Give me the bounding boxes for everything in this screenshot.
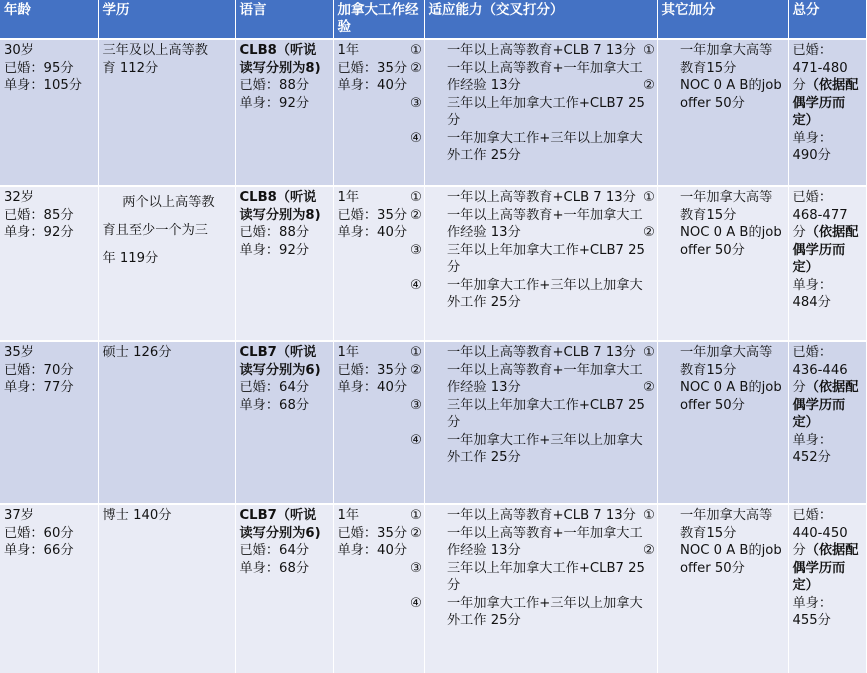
- total-unit: 分: [792, 380, 806, 395]
- table-row: [0, 341, 866, 504]
- header-education: 学历: [98, 0, 235, 39]
- total-note: （依据配偶学历而定）: [792, 543, 859, 593]
- item-text: 一年加拿大高等教育15分: [679, 43, 773, 76]
- item-text: 一年加拿大高等教育15分: [679, 190, 773, 223]
- age-cell: [0, 504, 98, 673]
- header-language: 语言: [235, 0, 333, 39]
- language-title-line: 读写分别为8): [239, 60, 321, 76]
- language-title-line: CLB7（听说: [239, 345, 317, 360]
- language-married: 已婚：88分: [239, 78, 310, 93]
- work-line: 已婚：35分: [337, 525, 408, 541]
- age-line: 已婚：70分: [4, 362, 74, 378]
- total-married-range: 471-480: [792, 60, 848, 76]
- header-adaptability: 适应能力（交叉打分）: [424, 0, 657, 39]
- education-line: 博士 140分: [102, 508, 172, 523]
- work-line: 单身：40分: [337, 225, 408, 240]
- item-number: ①: [410, 43, 422, 58]
- total-single-value: 455分: [792, 613, 831, 628]
- language-title-line: CLB7（听说: [239, 508, 317, 523]
- header-age: 年龄: [0, 0, 98, 39]
- adaptability-item: [410, 189, 653, 207]
- header-row: [0, 0, 866, 39]
- education-line: 三年及以上高等教: [102, 43, 208, 58]
- work-line: 1年: [337, 508, 360, 523]
- item-number: ③: [410, 242, 422, 258]
- work-line: 单身：40分: [337, 78, 408, 93]
- item-text: 一年以上高等教育+CLB 7 13分: [446, 43, 636, 58]
- item-text: 一年加拿大工作+三年以上加拿大外工作 25分: [446, 595, 643, 628]
- item-number: ①: [410, 345, 422, 360]
- item-number: ①: [410, 508, 422, 523]
- item-number: ②: [643, 543, 655, 558]
- age-line: 37岁: [4, 508, 34, 523]
- item-text: 一年加拿大工作+三年以上加拿大外工作 25分: [446, 277, 643, 310]
- work-line: 1年: [337, 43, 360, 58]
- item-text: 一年以上高等教育+一年加拿大工作经验 13分: [446, 60, 643, 93]
- item-text: 一年以上高等教育+一年加拿大工作经验 13分: [446, 362, 643, 395]
- work-line: 单身：40分: [337, 380, 408, 395]
- work-line: 已婚：35分: [337, 60, 408, 76]
- language-single: 单身：68分: [239, 397, 310, 413]
- education-line: 育且至少一个为三: [102, 223, 208, 238]
- adaptability-item: [410, 344, 653, 362]
- other-points-item: [643, 344, 784, 379]
- language-title-line: CLB8（听说: [239, 43, 317, 58]
- item-text: 一年以上高等教育+一年加拿大工作经验 13分: [446, 525, 643, 558]
- total-married-range: 436-446: [792, 362, 848, 378]
- other-points-item: [643, 224, 784, 259]
- total-single-label: 单身：: [792, 595, 833, 611]
- item-number: ②: [643, 78, 655, 93]
- total-note: （依据配偶学历而定）: [792, 225, 859, 275]
- item-number: ②: [410, 362, 422, 378]
- language-married: 已婚：64分: [239, 543, 310, 558]
- other-points-item: [643, 77, 784, 112]
- adaptability-item: [410, 595, 653, 630]
- header-other-points: 其它加分: [657, 0, 788, 39]
- total-single-value: 490分: [792, 148, 831, 163]
- adaptability-cell: [410, 186, 657, 341]
- item-number: ①: [410, 190, 422, 205]
- other-points-cell: [643, 341, 788, 504]
- header-canadian-work: 加拿大工作经验: [333, 0, 424, 39]
- education-cell: [98, 39, 235, 186]
- total-married-label: 已婚：: [792, 190, 833, 205]
- total-married-range: 468-477: [792, 207, 848, 223]
- total-cell: [788, 186, 866, 341]
- total-note: （依据配偶学历而定）: [792, 380, 859, 430]
- item-number: ②: [643, 380, 655, 395]
- item-text: 一年以上高等教育+CLB 7 13分: [446, 190, 636, 205]
- item-text: NOC 0 A B的job offer 50分: [679, 78, 782, 111]
- item-number: ②: [410, 60, 422, 76]
- adaptability-cell: [410, 39, 657, 186]
- adaptability-item: [410, 432, 653, 467]
- item-number: ④: [410, 432, 422, 448]
- adaptability-item: [410, 207, 653, 242]
- total-cell: [788, 39, 866, 186]
- total-unit: 分: [792, 543, 806, 558]
- other-points-cell: [643, 186, 788, 341]
- adaptability-item: [410, 95, 653, 130]
- total-note: （依据配偶学历而定）: [792, 78, 859, 128]
- language-cell: [235, 341, 333, 504]
- age-line: 已婚：95分: [4, 60, 74, 76]
- item-number: ④: [410, 277, 422, 293]
- work-line: 1年: [337, 345, 360, 360]
- other-points-item: [643, 42, 784, 77]
- item-number: ①: [643, 508, 655, 523]
- education-line: 两个以上高等教: [122, 195, 215, 210]
- item-text: 一年加拿大高等教育15分: [679, 345, 773, 378]
- total-unit-and-note: [793, 77, 864, 130]
- adaptability-item: [410, 362, 653, 397]
- age-cell: [0, 39, 98, 186]
- age-line: 单身：92分: [4, 225, 74, 240]
- item-number: ④: [410, 130, 422, 146]
- language-single: 单身：68分: [239, 560, 310, 576]
- total-unit-and-note: [793, 224, 864, 277]
- education-line: 育 112分: [102, 60, 159, 76]
- work-line: 单身：40分: [337, 543, 408, 558]
- other-points-cell: [643, 504, 788, 673]
- age-line: 已婚：60分: [4, 525, 74, 541]
- education-line: 硕士 126分: [102, 345, 172, 360]
- adaptability-item: [410, 525, 653, 560]
- total-single-label: 单身：: [792, 432, 833, 448]
- total-unit-and-note: [793, 379, 864, 432]
- table-row: [0, 186, 866, 341]
- adaptability-item: [410, 60, 653, 95]
- item-text: 一年加拿大高等教育15分: [679, 508, 773, 541]
- language-single: 单身：92分: [239, 95, 310, 111]
- other-points-item: [643, 189, 784, 224]
- item-text: 一年加拿大工作+三年以上加拿大外工作 25分: [446, 130, 643, 163]
- item-text: NOC 0 A B的job offer 50分: [679, 543, 782, 576]
- item-number: ①: [643, 345, 655, 360]
- age-line: 35岁: [4, 345, 34, 360]
- item-text: NOC 0 A B的job offer 50分: [679, 380, 782, 413]
- age-cell: [0, 186, 98, 341]
- total-unit: 分: [792, 225, 806, 240]
- language-cell: [235, 39, 333, 186]
- total-single-value: 452分: [792, 450, 831, 465]
- item-number: ②: [643, 225, 655, 240]
- work-line: 已婚：35分: [337, 207, 408, 223]
- language-cell: [235, 504, 333, 673]
- language-title-line: CLB8（听说: [239, 190, 317, 205]
- item-number: ②: [410, 207, 422, 223]
- item-number: ②: [410, 525, 422, 541]
- education-cell: [98, 186, 235, 341]
- other-points-cell: [643, 39, 788, 186]
- total-single-value: 484分: [792, 295, 831, 310]
- item-text: 三年以上年加拿大工作+CLB7 25分: [446, 397, 645, 430]
- other-points-item: [643, 379, 784, 414]
- adaptability-item: [410, 507, 653, 525]
- other-points-item: [643, 542, 784, 577]
- item-text: 一年以上高等教育+CLB 7 13分: [446, 345, 636, 360]
- age-cell: [0, 341, 98, 504]
- total-unit-and-note: [793, 542, 864, 595]
- table-row: [0, 39, 866, 186]
- item-number: ③: [410, 560, 422, 576]
- work-line: 已婚：35分: [337, 362, 408, 378]
- item-number: ①: [643, 190, 655, 205]
- item-number: ③: [410, 397, 422, 413]
- adaptability-item: [410, 560, 653, 595]
- item-number: ④: [410, 595, 422, 611]
- adaptability-item: [410, 42, 653, 60]
- item-text: 一年以上高等教育+一年加拿大工作经验 13分: [446, 207, 643, 240]
- total-single-label: 单身：: [792, 130, 833, 146]
- item-text: 一年以上高等教育+CLB 7 13分: [446, 508, 636, 523]
- language-married: 已婚：64分: [239, 380, 310, 395]
- item-text: 三年以上年加拿大工作+CLB7 25分: [446, 95, 645, 128]
- language-single: 单身：92分: [239, 242, 310, 258]
- total-cell: [788, 504, 866, 673]
- language-cell: [235, 186, 333, 341]
- language-title-line: 读写分别为8): [239, 207, 321, 223]
- table-row: [0, 504, 866, 673]
- adaptability-item: [410, 397, 653, 432]
- item-text: NOC 0 A B的job offer 50分: [679, 225, 782, 258]
- header-total: 总分: [788, 0, 866, 39]
- total-unit: 分: [792, 78, 806, 93]
- item-number: ③: [410, 95, 422, 111]
- total-married-label: 已婚：: [792, 43, 833, 58]
- education-cell: [98, 504, 235, 673]
- adaptability-cell: [410, 504, 657, 673]
- adaptability-cell: [410, 341, 657, 504]
- education-line: 年 119分: [102, 251, 159, 266]
- other-points-item: [643, 507, 784, 542]
- age-line: 已婚：85分: [4, 207, 74, 223]
- age-line: 单身：66分: [4, 543, 74, 558]
- item-text: 一年加拿大工作+三年以上加拿大外工作 25分: [446, 432, 643, 465]
- language-title-line: 读写分别为6): [239, 362, 321, 378]
- work-line: 1年: [337, 190, 360, 205]
- adaptability-item: [410, 130, 653, 165]
- total-married-range: 440-450: [792, 525, 848, 541]
- adaptability-item: [410, 277, 653, 312]
- education-cell: [98, 341, 235, 504]
- total-married-label: 已婚：: [792, 345, 833, 360]
- item-text: 三年以上年加拿大工作+CLB7 25分: [446, 560, 645, 593]
- age-line: 单身：77分: [4, 380, 74, 395]
- age-line: 30岁: [4, 43, 34, 58]
- language-title-line: 读写分别为6): [239, 525, 321, 541]
- item-text: 三年以上年加拿大工作+CLB7 25分: [446, 242, 645, 275]
- age-line: 单身：105分: [4, 78, 82, 93]
- total-single-label: 单身：: [792, 277, 833, 293]
- adaptability-item: [410, 242, 653, 277]
- language-married: 已婚：88分: [239, 225, 310, 240]
- age-line: 32岁: [4, 190, 34, 205]
- total-married-label: 已婚：: [792, 508, 833, 523]
- item-number: ①: [643, 43, 655, 58]
- total-cell: [788, 341, 866, 504]
